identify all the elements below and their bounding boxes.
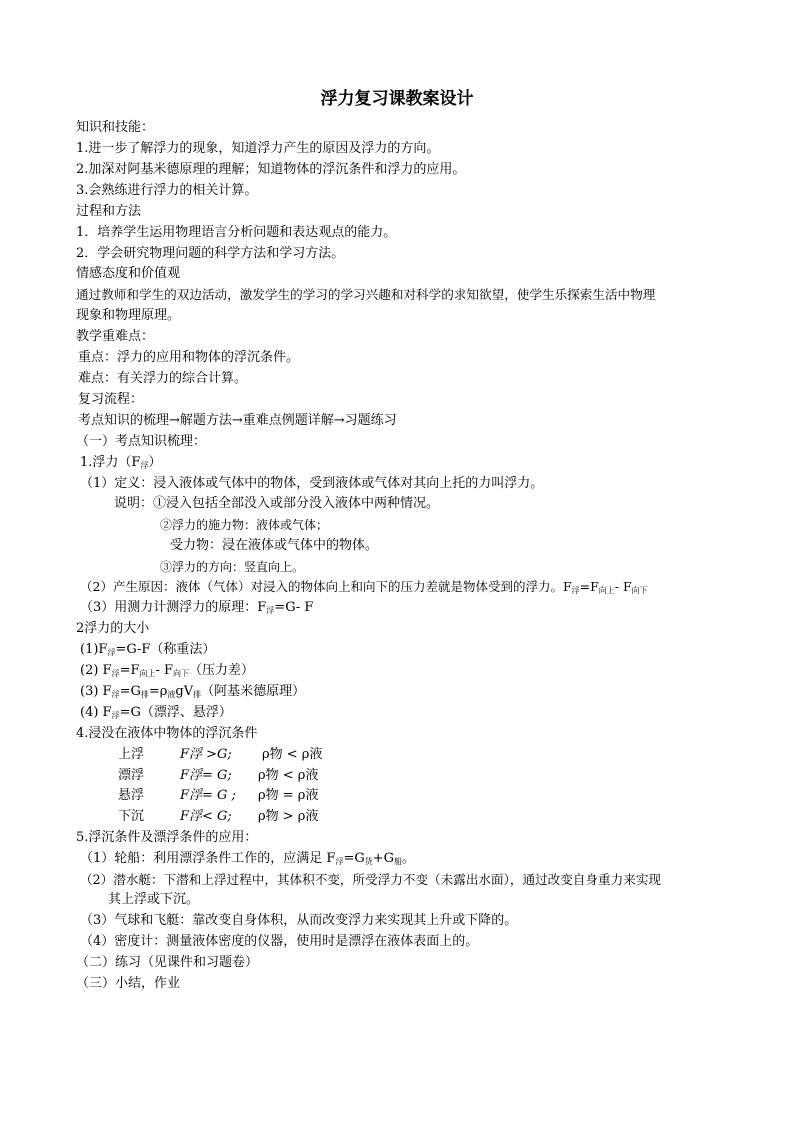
buoyancy-definition: （1）定义：浸入液体或气体中的物体，受到液体或气体对其向上托的力叫浮力。 xyxy=(80,476,544,491)
application-hydrometer: （4）密度计：测量液体密度的仪器，使用时是漂浮在液体表面上的。 xyxy=(80,934,479,949)
condition-force: F浮< G; xyxy=(180,809,232,824)
buoyancy-note-1: 说明：①浸入包括全部没入或部分没入液体中两种情况。 xyxy=(114,496,440,511)
condition-density: ρ物 = ρ液 xyxy=(258,788,319,803)
process-item-1: 1．培养学生运用物理语言分析问题和表达观点的能力。 xyxy=(76,225,397,240)
condition-state: 下沉 xyxy=(118,809,145,824)
flow-steps: 考点知识的梳理→解题方法→重难点例题详解→习题练习 xyxy=(78,413,397,428)
condition-force: F浮= G; xyxy=(180,768,232,783)
application-submarine-line-2: 其上浮或下沉。 xyxy=(108,892,200,907)
condition-density: ρ物 < ρ液 xyxy=(262,747,323,762)
part3-heading: （三）小结，作业 xyxy=(76,976,181,991)
buoyancy-heading: 1.浮力$(F_浮)$ xyxy=(80,455,162,470)
condition-density: ρ物 < ρ液 xyxy=(258,768,319,783)
buoyancy-cause: （2）产生原因：液体（气体）对浸入的物体向上和向下的压力差就是物体受到的浮力。$F_浮=F_{向上}-$ $F_{向下}$ xyxy=(80,579,648,595)
emotion-heading: 情感态度和价值观 xyxy=(76,266,181,281)
key-point-difficulty: 难点：有关浮力的综合计算。 xyxy=(78,371,248,386)
buoyancy-spring-scale: （3）用测力计测浮力的原理：$F_浮=G-$ F xyxy=(80,600,314,615)
sink-float-heading: 4.浸没在液体中物体的浮沉条件 xyxy=(76,726,258,741)
condition-density: ρ物 > ρ液 xyxy=(258,809,319,824)
condition-state: 漂浮 xyxy=(118,768,145,783)
magnitude-method-2: (2) $F_浮=F_{向上}-$ $F_{向下}$（压力差） xyxy=(80,663,255,678)
applications-heading: 5.浮沉条件及漂浮条件的应用： xyxy=(76,830,258,845)
magnitude-method-3: (3) $F_浮=G_排=\rho_液gV_排$（阿基米德原理） xyxy=(80,684,306,699)
key-points-heading: 教学重难点： xyxy=(76,329,155,344)
magnitude-method-4: (4) $F_浮=G$（漂浮、悬浮） xyxy=(80,705,232,720)
knowledge-heading: 知识和技能： xyxy=(76,120,155,135)
flow-heading: 复习流程： xyxy=(78,392,144,407)
application-ship: （1）轮船：利用漂浮条件工作的，应满足 $F_浮=G_货+G_船$。 xyxy=(80,851,416,866)
magnitude-heading: 2浮力的大小 xyxy=(76,621,150,636)
magnitude-method-1: $(1)F_浮=G-F$（称重法） xyxy=(80,642,216,657)
knowledge-item-1: 1.进一步了解浮力的现象，知道浮力产生的原因及浮力的方向。 xyxy=(76,141,440,156)
condition-state: 上浮 xyxy=(118,747,145,762)
page-title: 浮力复习课教案设计 xyxy=(320,89,474,109)
condition-force: F浮 >G; xyxy=(180,747,232,762)
part1-heading: （一）考点知识梳理： xyxy=(76,434,207,449)
key-point-focus: 重点：浮力的应用和物体的浮沉条件。 xyxy=(78,350,300,365)
application-submarine-line-1: （2）潜水艇：下潜和上浮过程中，其体积不变，所受浮力不变（未露出水面），通过改变自身重力来实现 xyxy=(80,872,662,887)
condition-state: 悬浮 xyxy=(118,788,145,803)
part2-heading: （二）练习（见课件和习题卷） xyxy=(76,955,259,970)
process-heading: 过程和方法 xyxy=(76,204,142,219)
application-balloon: （3）气球和飞艇：靠改变自身体积，从而改变浮力来实现其上升或下降的。 xyxy=(80,913,518,928)
buoyancy-note-2: ②浮力的施力物：液体或气体； xyxy=(160,518,329,532)
emotion-text-line-1: 通过教师和学生的双边活动，激发学生的学习的学习兴趣和对科学的求知欲望，使学生乐探索生活中物理 xyxy=(76,287,656,302)
condition-force: F浮= G ; xyxy=(180,788,236,803)
knowledge-item-2: 2.加深对阿基米德原理的理解；知道物体的浮沉条件和浮力的应用。 xyxy=(76,162,466,177)
emotion-text-line-2: 现象和物理原理。 xyxy=(76,308,181,323)
knowledge-item-3: 3.会熟练进行浮力的相关计算。 xyxy=(76,183,258,198)
buoyancy-note-4: ③浮力的方向：竖直向上。 xyxy=(160,560,305,574)
buoyancy-note-3: 受力物：浸在液体或气体中的物体。 xyxy=(170,538,379,553)
process-item-2: 2．学会研究物理问题的科学方法和学习方法。 xyxy=(76,246,345,261)
